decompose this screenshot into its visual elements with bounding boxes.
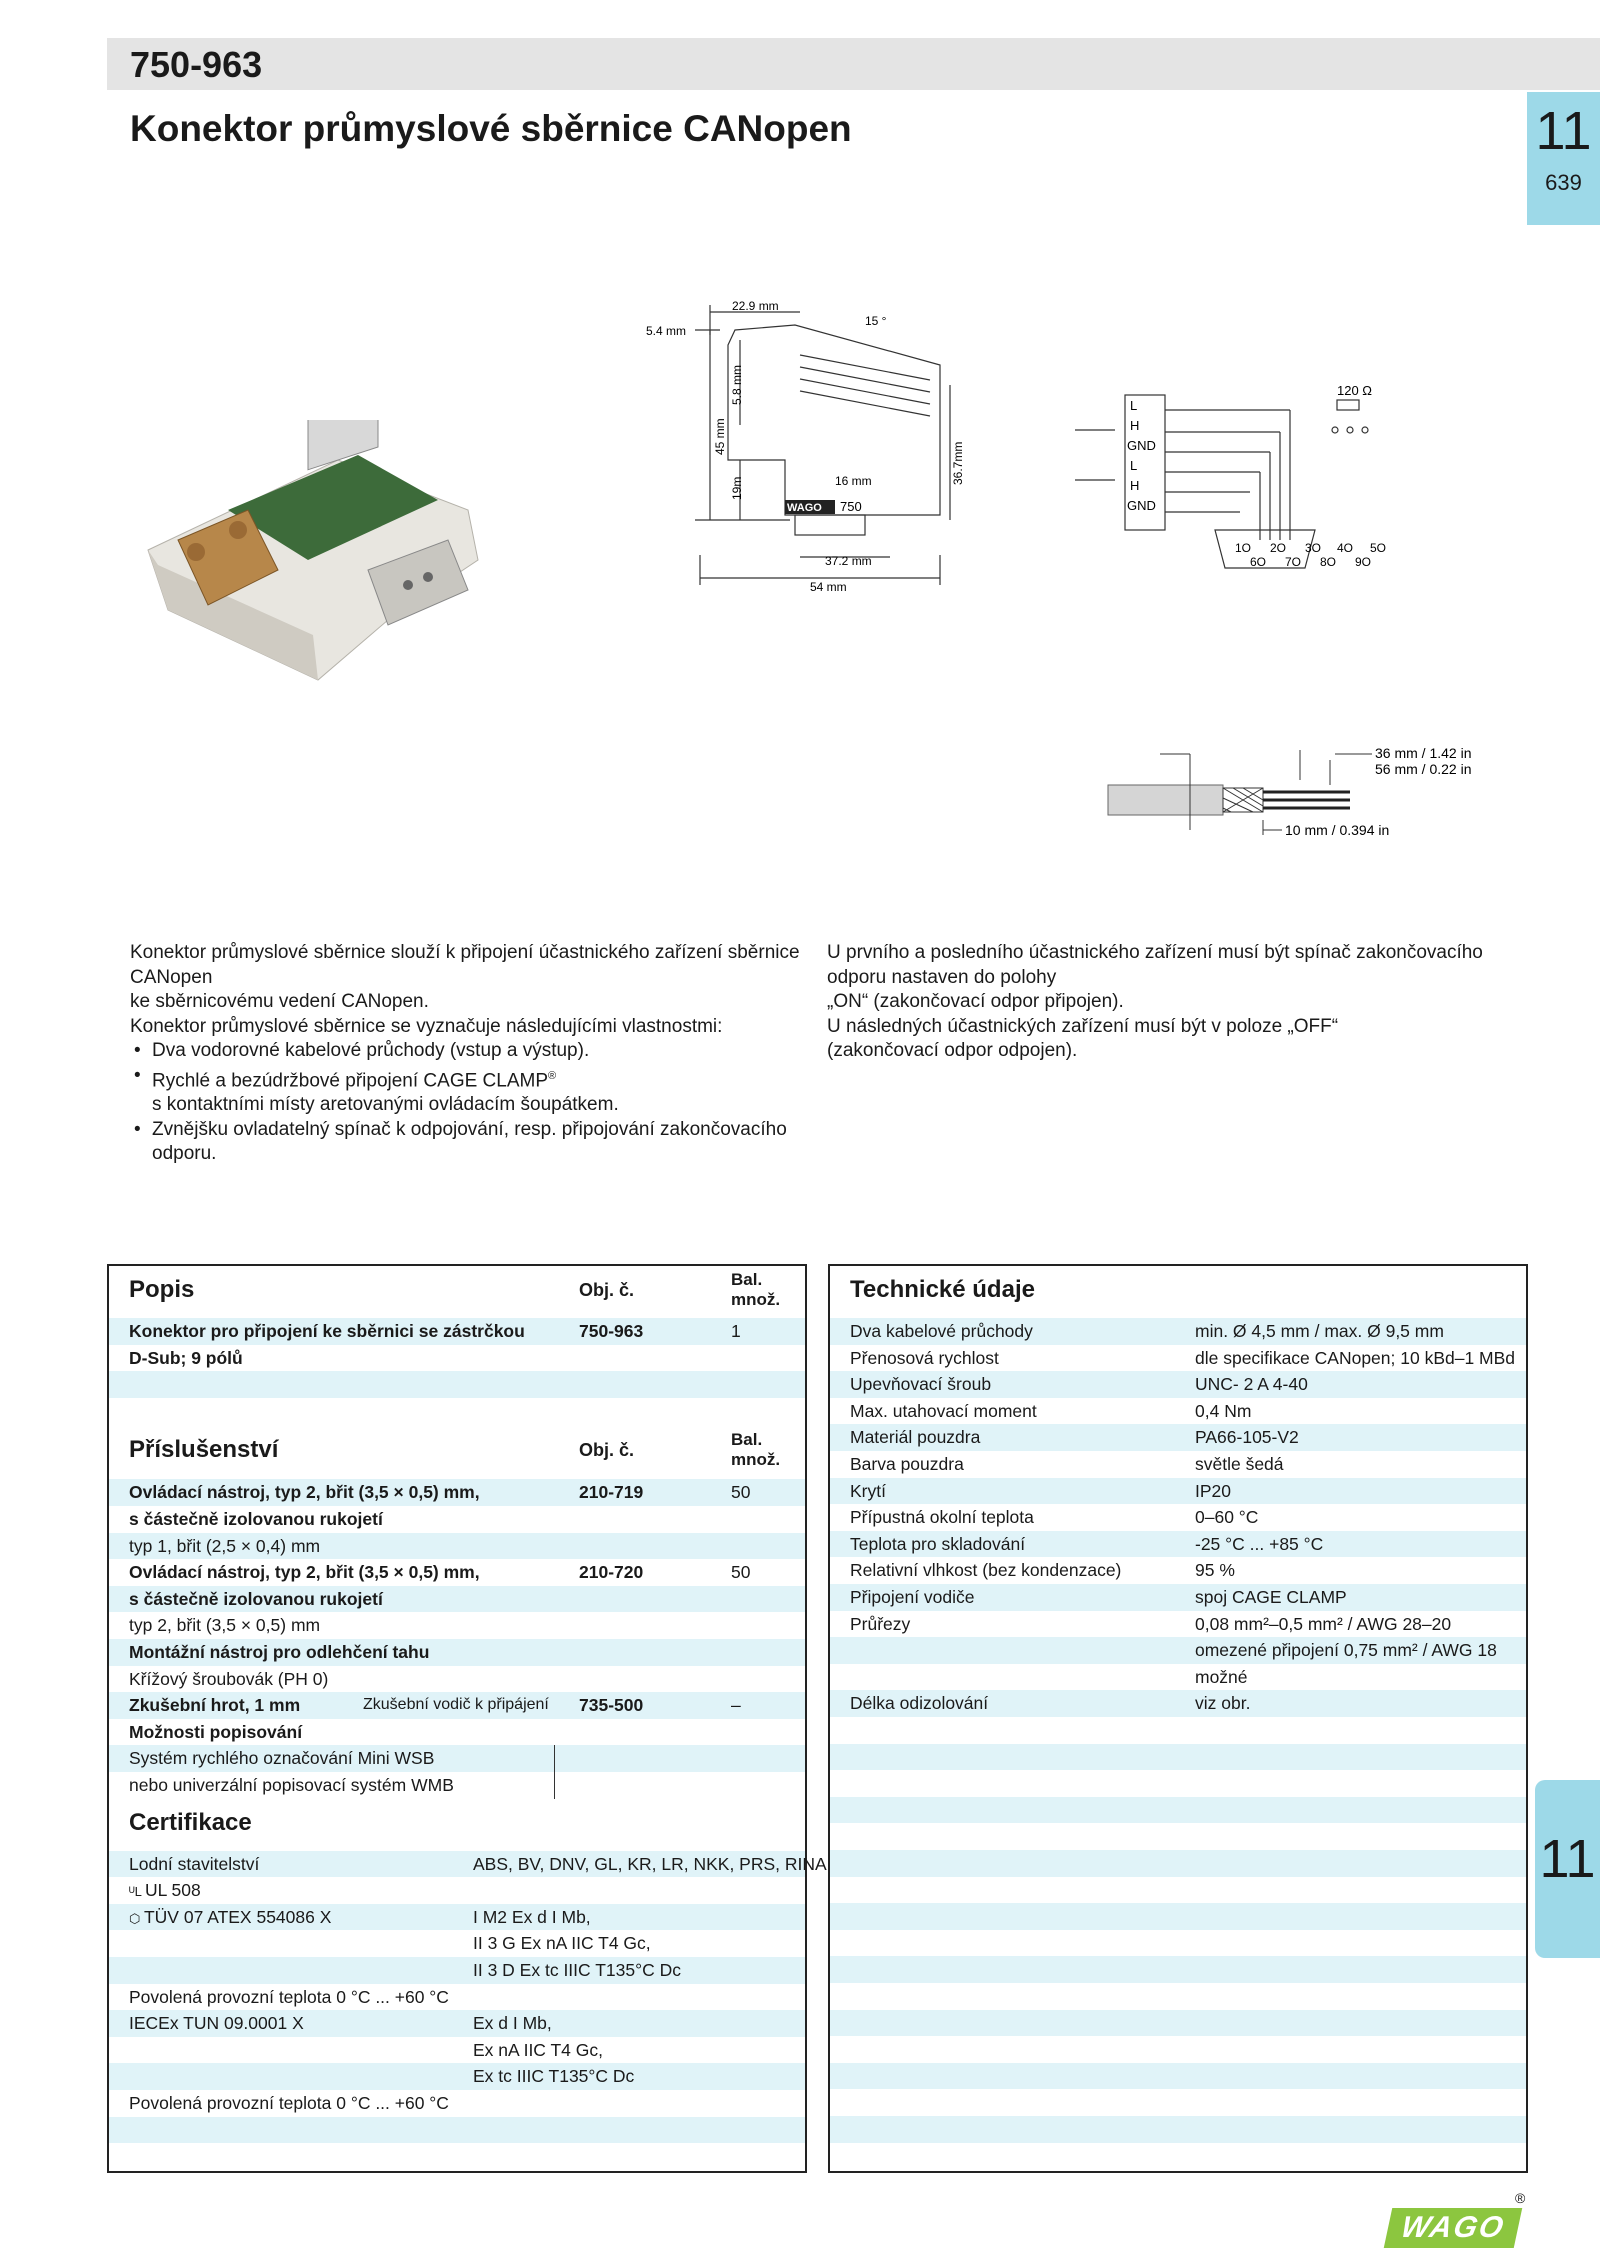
svg-text:9O: 9O (1355, 555, 1372, 569)
tech-value: PA66-105-V2 (1195, 1427, 1299, 1448)
tech-key: Přenosová rychlost (850, 1347, 999, 1368)
cert-left (129, 1877, 201, 1906)
cert-left-text: UL 508 (144, 1880, 201, 1901)
svg-text:6O: 6O (1250, 555, 1267, 569)
side-chapter-tab (1535, 1780, 1600, 1958)
tech-key: Max. utahovací moment (850, 1400, 1037, 1421)
table-row (830, 1637, 1526, 1664)
order_table-col-qty-2: množ. (731, 1290, 781, 1309)
certification-header (109, 1799, 805, 1853)
tech-key: Barva pouzdra (850, 1454, 964, 1474)
order_table-col-qty: Bal. (731, 1270, 763, 1289)
table-row (109, 1533, 805, 1560)
table-row (109, 1904, 805, 1931)
chapter-number: 11 (1535, 101, 1592, 161)
desc-left-p2: ke sběrnicovému vedení CANopen. (130, 991, 429, 1012)
table-row (830, 1531, 1526, 1558)
row-desc: nebo univerzální popisovací systém WMB (129, 1775, 454, 1795)
table-row-empty (109, 1371, 805, 1398)
order_table-header (109, 1266, 805, 1320)
table-row (109, 1930, 805, 1957)
table-row-empty (830, 1770, 1526, 1797)
row-qty: – (731, 1695, 741, 1716)
dim-5-8: 5.8 mm (730, 364, 744, 405)
tech-value: min. Ø 4,5 mm / max. Ø 9,5 mm (1195, 1321, 1444, 1341)
table-row (830, 1690, 1526, 1717)
sch-label-3: GND (1127, 438, 1156, 453)
table-row (109, 2037, 805, 2064)
table-row (830, 1345, 1526, 1372)
dim-22-9: 22.9 mm (732, 299, 779, 313)
dim-5-4: 5.4 mm (646, 324, 687, 338)
order-table (107, 1264, 827, 2173)
tech-value: dle specifikace CANopen; 10 kBd–1 MBd (1195, 1347, 1516, 1368)
dim-19: 19m (730, 476, 744, 500)
sch-label-5: H (1130, 478, 1140, 493)
dim-angle: 15 ° (865, 314, 887, 328)
row-qty: 1 (731, 1321, 741, 1341)
row-desc: Ovládací nástroj, typ 2, břit (3,5 × 0,5) mm, (129, 1562, 480, 1583)
ul-icon: ᵁL (129, 1884, 145, 1900)
table-row-empty (830, 1797, 1526, 1824)
accessories-title: Příslušenství (129, 1435, 279, 1463)
tech-table (828, 1264, 1528, 2173)
tech-key: Upevňovací šroub (850, 1374, 992, 1395)
table-row (109, 1851, 827, 1878)
cert-left (129, 1851, 259, 1878)
tech-value: 0–60 °C (1195, 1507, 1259, 1528)
desc-bullet-2-cont: s kontaktními místy aretovanými ovládacím šoupátkem. (152, 1094, 619, 1116)
accessories-header (109, 1424, 805, 1481)
sch-label-6: GND (1127, 498, 1156, 513)
desc-right-p1: U prvního a posledního účastnického zařízení musí být spínač zakončovacího odporu nastaven do polohy (827, 942, 1483, 988)
ex-icon: ⬡ (129, 1910, 144, 1926)
table-row-empty (830, 1850, 1526, 1877)
cert-right: Ex d I Mb, (473, 2013, 552, 2034)
table-row (109, 1692, 805, 1719)
desc-bullet-3: • Zvnějšku ovladatelný spínač k odpojování, resp. připojování zakončovacího odporu. (130, 1118, 810, 1167)
table-row-empty (109, 1398, 805, 1425)
row-desc: Křížový šroubovák (PH 0) (129, 1668, 329, 1689)
table-row (830, 1424, 1526, 1451)
table-row (109, 1318, 805, 1345)
table-row-empty (830, 2036, 1526, 2063)
table-row (830, 1664, 1526, 1691)
table-row-empty (830, 2143, 1526, 2170)
table-row (830, 1398, 1526, 1425)
cert-right: II 3 G Ex nA IIC T4 Gc, (473, 1933, 651, 1954)
table-row (109, 1745, 805, 1772)
table-row-empty (830, 1744, 1526, 1771)
strip-dim-3: 10 mm / 0.394 in (1285, 822, 1390, 838)
table-row-empty (830, 1930, 1526, 1957)
table-row (830, 1371, 1526, 1398)
drawing-brand-num: 750 (840, 499, 862, 514)
desc-bullet-1: • Dva vodorovné kabelové průchody (vstup a výstup). (130, 1039, 810, 1064)
tech-key: Materiál pouzdra (850, 1427, 981, 1448)
table-row-empty (830, 2089, 1526, 2116)
tech-value: UNC- 2 A 4-40 (1195, 1374, 1308, 1395)
row-ord: 735-500 (579, 1695, 644, 1716)
cert-right: II 3 D Ex tc IIIC T135°C Dc (473, 1960, 681, 1980)
cert-left (129, 2090, 449, 2117)
cert-left-text: Povolená provozní teplota 0 °C ... +60 °C (129, 2093, 449, 2113)
table-row-empty (830, 2116, 1526, 2143)
desc-right-p3: U následných účastnických zařízení musí být v poloze „OFF“ (827, 1015, 1339, 1037)
table-row (830, 1584, 1526, 1611)
table-row (109, 1586, 805, 1613)
dimension-drawing (640, 295, 970, 595)
table-row (830, 1318, 1526, 1345)
cert-left-text: TÜV 07 ATEX 554086 X (143, 1906, 332, 1927)
table-row-empty (830, 2010, 1526, 2037)
sch-label-2: H (1130, 418, 1140, 433)
svg-text:3O: 3O (1305, 541, 1322, 555)
row-desc-2: Zkušební vodič k připájení (363, 1696, 549, 1714)
cable-strip-drawing (1100, 740, 1520, 850)
row-desc: Systém rychlého označování Mini WSB (129, 1748, 435, 1769)
table-row (109, 1506, 805, 1533)
tech-key: Krytí (850, 1480, 886, 1501)
tech-value: 95 % (1195, 1560, 1235, 1581)
product-number: 750-963 (130, 44, 263, 85)
tech-value: -25 °C ... +85 °C (1195, 1533, 1324, 1554)
sch-resistor: 120 Ω (1337, 383, 1373, 398)
svg-text:8O: 8O (1320, 555, 1337, 569)
row-desc: s částečně izolovanou rukojetí (129, 1509, 383, 1529)
page-title: Konektor průmyslové sběrnice CANopen (130, 108, 852, 149)
strip-dim-1: 36 mm / 1.42 in (1375, 745, 1472, 761)
table-row (109, 1612, 805, 1639)
table-row (109, 1666, 805, 1693)
page-number: 639 (1545, 170, 1582, 195)
row-qty: 50 (731, 1562, 751, 1583)
table-row-empty (830, 2063, 1526, 2090)
description-right (827, 941, 1527, 1064)
row-desc: typ 2, břit (3,5 × 0,5) mm (129, 1615, 321, 1636)
table-row (830, 1478, 1526, 1505)
tech-key: Teplota pro skladování (850, 1533, 1026, 1554)
tech-value: 0,08 mm²–0,5 mm² / AWG 28–20 (1195, 1613, 1452, 1634)
cert-right: ABS, BV, DNV, GL, KR, LR, NKK, PRS, RINA (473, 1853, 827, 1874)
table-row-empty (109, 2117, 805, 2144)
tech-value: možné (1195, 1666, 1248, 1687)
tech-value: 0,4 Nm (1195, 1400, 1252, 1421)
description-left (130, 941, 810, 1167)
tech-title: Technické údaje (850, 1276, 1035, 1303)
header-band (107, 38, 1600, 90)
cert-right: I M2 Ex d I Mb, (473, 1906, 591, 1927)
table-row (830, 1557, 1526, 1584)
registered-mark: ® (1515, 2190, 1526, 2206)
tech-value: spoj CAGE CLAMP (1195, 1587, 1347, 1607)
cert-left (129, 2010, 304, 2037)
table-row-empty (830, 1717, 1526, 1744)
row-desc: Montážní nástroj pro odlehčení tahu (129, 1642, 430, 1662)
tech-key: Připojení vodiče (850, 1587, 975, 1607)
dim-37-2: 37.2 mm (825, 554, 872, 568)
svg-text:1O: 1O (1235, 541, 1252, 555)
cert-left-text: IECEx TUN 09.0001 X (129, 2013, 304, 2034)
desc-left-p3: Konektor průmyslové sběrnice se vyznačuje následujícími vlastnostmi: (130, 1015, 723, 1037)
desc-right-p2: „ON“ (zakončovací odpor připojen). (827, 991, 1124, 1012)
table-row (109, 1719, 805, 1746)
accessories-col-ord: Obj. č. (579, 1439, 635, 1460)
certification-title: Certifikace (129, 1808, 252, 1836)
accessories-divider (554, 1745, 555, 1798)
side-chapter-number: 11 (1539, 1829, 1596, 1889)
row-desc: Možnosti popisování (129, 1721, 303, 1742)
tech-value: světle šedá (1195, 1454, 1284, 1474)
accessories-col-qty-2: množ. (731, 1449, 781, 1469)
dim-54: 54 mm (810, 580, 847, 594)
row-qty: 50 (731, 1482, 751, 1503)
svg-text:4O: 4O (1337, 541, 1354, 555)
tech-key: Přípustná okolní teplota (850, 1507, 1034, 1528)
tech-value: IP20 (1195, 1480, 1231, 1501)
table-row-empty (109, 2143, 805, 2170)
row-desc: Ovládací nástroj, typ 2, břit (3,5 × 0,5) mm, (129, 1482, 480, 1503)
row-desc: D-Sub; 9 pólů (129, 1347, 243, 1368)
tech-key: Průřezy (850, 1613, 911, 1634)
svg-text:2O: 2O (1270, 541, 1287, 555)
svg-text:7O: 7O (1285, 555, 1302, 569)
sch-label-1: L (1130, 398, 1138, 413)
table-row (109, 1345, 805, 1372)
cert-left-text: Povolená provozní teplota 0 °C ... +60 °C (129, 1986, 449, 2007)
table-row (109, 1772, 805, 1799)
table-row (109, 1559, 805, 1586)
tech-value: viz obr. (1195, 1693, 1251, 1714)
desc-left-p1: Konektor průmyslové sběrnice slouží k připojení účastnického zařízení sběrnice CANopen (130, 942, 800, 988)
row-desc: typ 1, břit (2,5 × 0,4) mm (129, 1535, 321, 1556)
tech-value: omezené připojení 0,75 mm² / AWG 18 (1195, 1640, 1497, 1661)
drawing-brand: WAGO (787, 502, 822, 514)
product-photo (138, 420, 518, 690)
table-row (109, 1984, 805, 2011)
row-ord: 210-719 (579, 1482, 644, 1503)
sch-label-4: L (1130, 458, 1138, 473)
svg-text:5O: 5O (1370, 541, 1387, 555)
table-row (109, 2010, 805, 2037)
tech-key: Dva kabelové průchody (850, 1321, 1033, 1341)
accessories-col-qty: Bal. (731, 1429, 763, 1449)
cert-right: Ex tc IIIC T135°C Dc (473, 2066, 635, 2087)
table-row-empty (830, 1956, 1526, 1983)
dim-16: 16 mm (835, 474, 872, 488)
table-row-empty (830, 1903, 1526, 1930)
cert-left (129, 1904, 331, 1933)
table-row (109, 1639, 805, 1666)
cert-left (129, 1984, 449, 2011)
table-row-empty (830, 1983, 1526, 2010)
cert-right: Ex nA IIC T4 Gc, (473, 2039, 604, 2060)
desc-bullet-2: • Rychlé a bezúdržbové připojení CAGE CLAMP® (130, 1064, 810, 1094)
table-row-empty (830, 1877, 1526, 1904)
wiring-schematic (1075, 380, 1395, 580)
dim-45: 45 mm (713, 418, 727, 455)
order_table-col-ord: Obj. č. (579, 1280, 635, 1300)
cert-left-text: Lodní stavitelství (129, 1853, 260, 1874)
table-row (830, 1451, 1526, 1478)
table-row (830, 1611, 1526, 1638)
order_table-title: Popis (129, 1276, 195, 1303)
table-row (109, 2063, 805, 2090)
row-desc: s částečně izolovanou rukojetí (129, 1588, 383, 1609)
dim-36-7: 36.7mm (951, 441, 965, 485)
strip-dim-2: 56 mm / 0.22 in (1375, 761, 1472, 777)
row-desc: Zkušební hrot, 1 mm (129, 1695, 301, 1716)
wago-logo: WAGO (1384, 2208, 1523, 2248)
chapter-tab (1527, 92, 1600, 225)
row-desc: Konektor pro připojení ke sběrnici se zástrčkou (129, 1321, 525, 1341)
table-row (109, 1877, 805, 1904)
table-row (109, 1479, 805, 1506)
row-ord: 750-963 (579, 1321, 644, 1341)
row-ord: 210-720 (579, 1562, 644, 1583)
table-row (830, 1504, 1526, 1531)
table-row-empty (830, 1823, 1526, 1850)
tech-key: Délka odizolování (850, 1693, 989, 1714)
table-row (109, 1957, 805, 1984)
tech-header (830, 1266, 1526, 1320)
table-row (109, 2090, 805, 2117)
tech-key: Relativní vlhkost (bez kondenzace) (850, 1560, 1122, 1581)
desc-right-p4: (zakončovací odpor odpojen). (827, 1040, 1078, 1061)
